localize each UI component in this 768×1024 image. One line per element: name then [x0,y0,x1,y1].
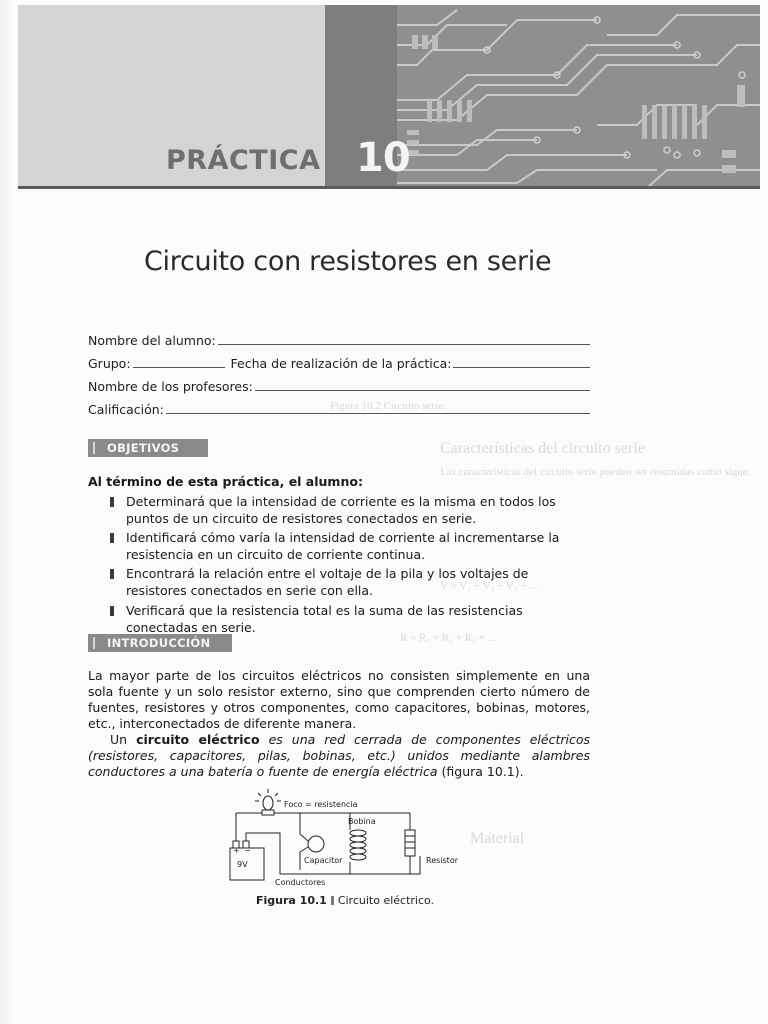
objective-item [108,494,590,527]
objectives-section-header [88,439,208,457]
bleed-through-formula: V = V₁ + V₂ + V₃ + ... [440,580,538,592]
capacitor-label: Capacitor [304,856,343,865]
intro-defined-term: circuito eléctrico [136,732,260,747]
conductors-label: Conductores [275,878,326,887]
circuit-board-image [397,5,760,188]
page-edge-shadow [0,0,14,1024]
objectives-heading: OBJETIVOS [107,441,180,455]
objective-item [108,603,590,636]
objective-item [108,530,590,563]
battery-plus-label: + [233,846,240,855]
banner-underline [18,186,760,189]
bullet-icon [110,569,114,579]
section-marker-icon [93,442,95,454]
professors-label: Nombre de los profesores: [88,379,253,394]
introduction-section-header [88,634,232,652]
grade-field[interactable] [166,401,590,414]
group-label: Grupo: [88,356,131,371]
group-field[interactable] [133,355,225,368]
professors-row [88,372,590,394]
bleed-through-material: Material [470,830,525,847]
intro-definition: es una red cerrada de componentes eléctricos (resistores, capacitores, pilas, bobinas, etc.) unidos mediante alambres conductores a una batería o fuente de energía eléctrica [88,732,590,779]
objective-item [108,566,590,599]
figure-number: Figura 10.1 [256,894,327,907]
battery-minus-label: − [244,846,251,855]
bulb-label: Foco = resistencia [284,800,358,809]
objectives-lead: Al término de esta práctica, el alumno: [88,474,363,489]
objective-text: Verificará que la resistencia total es la suma de las resistencias conectadas en serie. [126,603,523,635]
banner-practice-label: PRÁCTICA [166,145,321,176]
student-info-form [88,326,590,418]
student-name-field[interactable] [218,332,590,345]
objective-text: Identificará cómo varía la intensidad de corriente al incrementarse la resistencia en un circuito de corriente continua. [126,530,560,562]
banner-practice-number: 10 [356,135,410,181]
objectives-list [108,494,590,639]
page-title: Circuito con resistores en serie [144,246,552,278]
student-name-label: Nombre del alumno: [88,333,216,348]
intro-paragraph-definition [88,732,590,780]
battery-voltage-label: 9V [237,860,248,869]
date-field[interactable] [453,355,590,368]
coil-label: Bobina [348,817,376,826]
bullet-icon [110,533,114,543]
grade-label: Calificación: [88,402,164,417]
chapter-banner [18,5,760,188]
intro-figure-reference: (figura 10.1). [437,764,524,779]
bullet-icon [110,497,114,507]
introduction-heading: INTRODUCCIÓN [107,636,211,650]
introduction-body [88,668,590,780]
bleed-through-caption: Figura 10.2 Circuito serie. [330,400,446,412]
group-date-row [88,349,590,371]
figure-caption-text: Circuito eléctrico. [337,894,435,907]
date-label: Fecha de realización de la práctica: [230,356,452,371]
professors-field[interactable] [255,378,590,391]
resistor-label: Resistor [426,856,458,865]
student-name-row [88,326,590,348]
figure-caption [256,894,434,907]
circuit-figure [220,786,460,891]
grade-row [88,395,590,417]
bullet-icon [110,606,114,616]
intro-paragraph: La mayor parte de los circuitos eléctricos no consisten simplemente en una sola fuente y un solo resistor externo, sino que comprenden cierto número de fuentes, resistores y otros componentes, como capacitores, bobinas, motores, etc., interconectados de diferente manera. [88,668,590,731]
bleed-through-line: Las características del circuito serie pueden ser resumidas como sigue: [440,466,751,478]
section-marker-icon [93,637,95,649]
caption-separator-icon [331,896,334,905]
bleed-through-heading: Características del circuito serie [440,440,645,457]
objective-text: Determinará que la intensidad de corriente es la misma en todos los puntos de un circuito de resistores conectados en serie. [126,494,556,526]
intro-lead-word: Un [110,732,137,747]
circuit-board-icon [397,5,760,188]
bleed-through-formula: R = R₁ + R₂ + R₃ + ... [400,632,496,644]
objective-text: Encontrará la relación entre el voltaje de la pila y los voltajes de resistores conectados en serie con ella. [126,566,529,598]
